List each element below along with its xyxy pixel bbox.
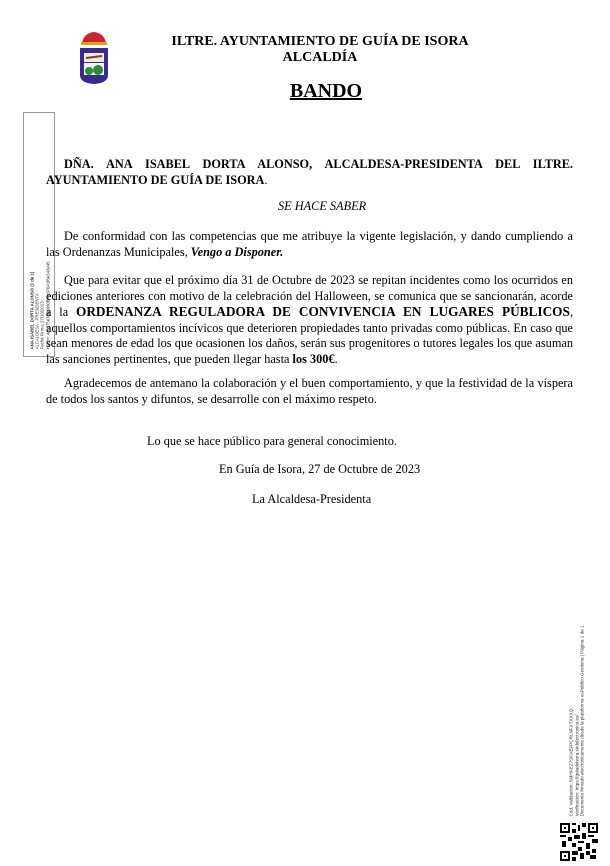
p2-e: . (334, 351, 338, 366)
signature-title: La Alcaldesa-Presidenta (252, 492, 372, 506)
intro-end: . (264, 172, 268, 187)
fine-amount: los 300€ (292, 351, 335, 366)
paragraph-3: Agradecemos de antemano la colaboración y el buen comportamiento, y que la festividad de la víspera de todos los santos y difuntos, se desarrolle con el máximo respeto. (46, 376, 573, 406)
p1-text: De conformidad con las competencias que me atribuye la vigente legislación, y dando cumpliendo a las Ordenanzas Municipales, (46, 229, 573, 259)
p2-c: , aquellos comportamientos incívicos que deterioren propiedades tanto privadas como públicas. En caso que sean menores de edad los que ocasionen los daños, serán sus progenitores o tutores legales los que asuman las sanciones pertinentes, que pueden llegar hasta (46, 305, 574, 366)
paragraph-1 (46, 229, 573, 260)
intro-bold: DÑA. ANA ISABEL DORTA ALONSO, ALCALDESA-PRESIDENTA DEL ILTRE. AYUNTAMIENTO DE GUÍA DE ISORA (46, 157, 573, 187)
header-line-1: ILTRE. AYUNTAMIENTO DE GUÍA DE ISORA (171, 34, 469, 49)
ordinance-name: ORDENANZA REGULADORA DE CONVIVENCIA EN LUGARES PÚBLICOS (75, 304, 570, 319)
stamp-role: ALCALDESA - PRESIDENTA (34, 293, 40, 350)
coat-of-arms-logo (76, 31, 112, 85)
stamp-date: Fecha Firma: 27/10/2023 (40, 301, 45, 350)
place-date: En Guía de Isora, 27 de Octubre de 2023 (219, 462, 421, 476)
closing-text: Lo que se hace público para general conocimiento. (147, 434, 397, 448)
verification-url[interactable]: Verificación: https://guiadeisora.sedelectronica.es/ (574, 714, 580, 817)
header-line-2: ALCALDÍA (282, 50, 358, 65)
p2-a: Que para evitar que el próximo día 31 de Octubre de 2023 se repitan incidentes como los ocurridos en ediciones anteriores con motivo de la celebración del Halloween, se comunica que se sancionarán, acorde a la (46, 273, 573, 319)
validation-code: Cód. Validación: 5MHAEZ7SKAEFPCRLNFXTXXXQ (568, 708, 574, 817)
verification-text (569, 546, 586, 816)
stamp-signer: ANA ISABEL DORTA ALONSO (1 de 1) (29, 271, 35, 350)
stamp-hash: HASH: 4cc675e3806680fb4a37041f8e343e45 (45, 261, 51, 350)
se-hace-saber: SE HACE SABER (278, 199, 367, 213)
signature-note: Documento firmado electrónicamente desde la plataforma esPublico Gestiona | Página 1 de 1 (579, 625, 585, 817)
p1-bold-italic: Vengo a Disponer. (190, 244, 284, 259)
qr-code (560, 823, 598, 861)
paragraph-2 (46, 273, 573, 367)
document-title: BANDO (289, 80, 363, 102)
intro-paragraph (46, 157, 573, 188)
